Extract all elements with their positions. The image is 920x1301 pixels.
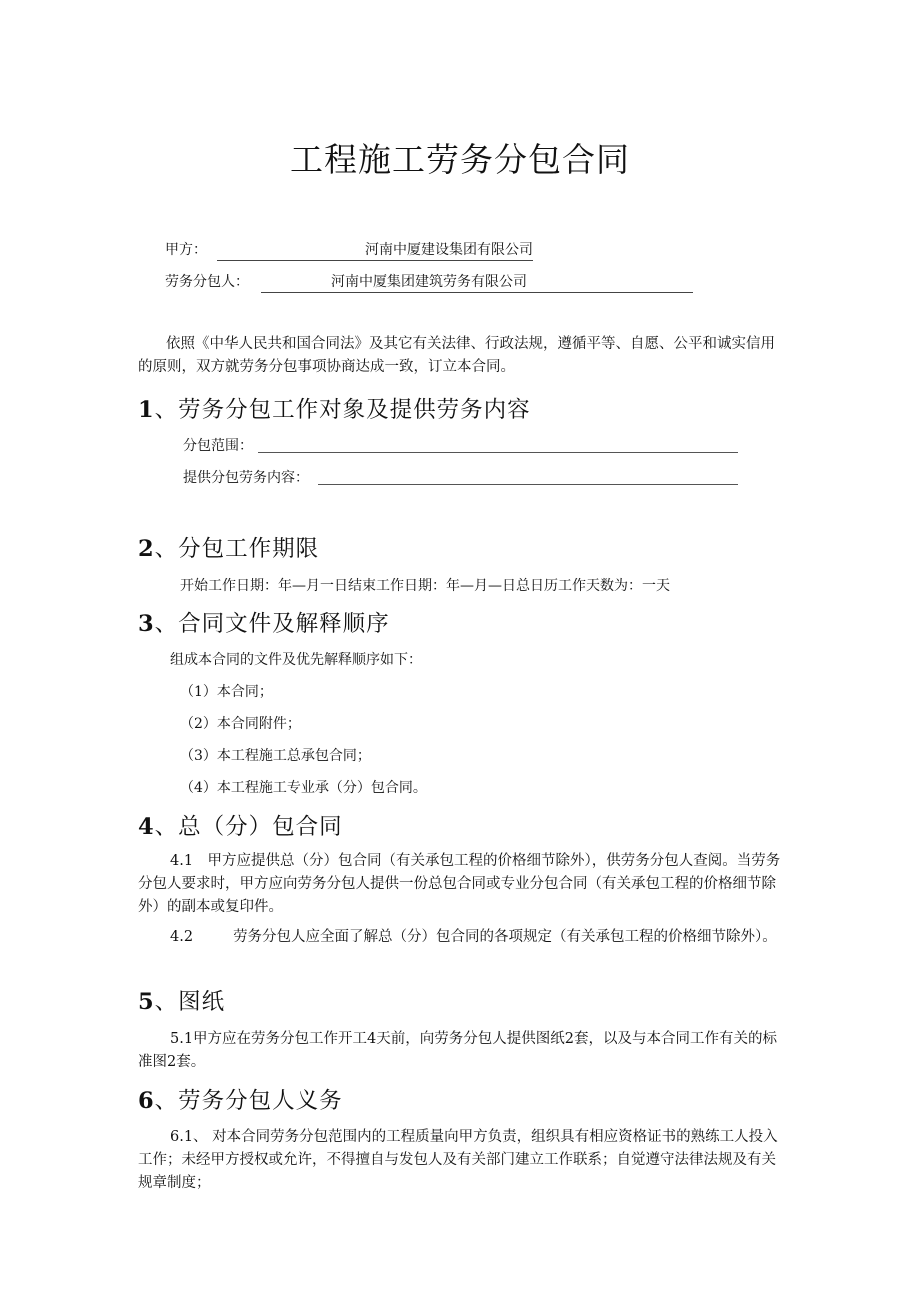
section-3-title: 、合同文件及解释顺序	[154, 611, 390, 637]
list-item: （1）本合同；	[180, 684, 273, 700]
section-6-heading	[138, 1083, 343, 1115]
scope-label: 分包范围：	[183, 438, 253, 454]
document-title: 工程施工劳务分包合同	[290, 140, 630, 179]
section-2-number: 2	[138, 536, 155, 562]
content-blank-line	[318, 484, 738, 485]
section-1-heading	[138, 392, 531, 424]
section-2-title: 、分包工作期限	[154, 536, 320, 562]
clause-4-2	[138, 926, 788, 949]
section-2-heading	[138, 531, 319, 563]
party-b-field	[261, 272, 693, 293]
party-a-field	[217, 240, 533, 261]
party-b-label: 劳务分包人：	[165, 274, 249, 290]
list-item: （3）本工程施工总承包合同；	[180, 748, 371, 764]
section-6-number: 6	[138, 1088, 155, 1114]
section-1-title: 、劳务分包工作对象及提供劳务内容	[154, 397, 531, 423]
list-item: （2）本合同附件；	[180, 716, 301, 732]
party-b-value: 河南中厦集团建筑劳务有限公司	[331, 274, 527, 290]
clause-4-2-text: 劳务分包人应全面了解总（分）包合同的各项规定（有关承包工程的价格细节除外）。	[233, 929, 777, 945]
content-label: 提供分包劳务内容：	[183, 470, 309, 486]
clause-4-2-number: 4.2	[170, 929, 194, 945]
clause-4-1: 4.1 甲方应提供总（分）包合同（有关承包工程的价格细节除外），供劳务分包人查阅。当劳务分包人要求时，甲方应向劳务分包人提供一份总包合同或专业分包合同（有关承包工程的价格细节除外）的副本或复印件。	[138, 853, 781, 915]
section-5-heading	[138, 984, 225, 1016]
intro-paragraph: 依照《中华人民共和国合同法》及其它有关法律、行政法规，遵循平等、自愿、公平和诚实信用的原则，双方就劳务分包事项协商达成一致，订立本合同。	[138, 336, 775, 375]
section-3-number: 3	[138, 611, 155, 637]
section-5-title: 、图纸	[154, 989, 226, 1015]
section-1-number: 1	[138, 397, 155, 423]
clause-6-1: 6.1、 对本合同劳务分包范围内的工程质量向甲方负责，组织具有相应资格证书的熟练工人投入工作；未经甲方授权或允许，不得擅自与发包人及有关部门建立工作联系；自觉遵守法律法规及有关规章制度；	[138, 1129, 778, 1191]
party-a-value: 河南中厦建设集团有限公司	[365, 242, 533, 258]
section-4-heading	[138, 809, 343, 841]
section-3-heading	[138, 606, 390, 638]
section-4-number: 4	[138, 814, 155, 840]
party-a-label: 甲方：	[165, 242, 207, 258]
work-period-text: 开始工作日期：年—月一日结束工作日期：年—月—日总日历工作天数为：一天	[180, 578, 670, 594]
scope-blank-line	[258, 452, 738, 453]
clause-5-1: 5.1甲方应在劳务分包工作开工4天前，向劳务分包人提供图纸2套，以及与本合同工作有关的标准图2套。	[138, 1031, 778, 1070]
list-item: （4）本工程施工专业承（分）包合同。	[180, 780, 427, 796]
section-6-title: 、劳务分包人义务	[154, 1088, 343, 1114]
documents-intro: 组成本合同的文件及优先解释顺序如下：	[170, 652, 422, 668]
section-5-number: 5	[138, 989, 155, 1015]
section-4-title: 、总（分）包合同	[154, 814, 343, 840]
